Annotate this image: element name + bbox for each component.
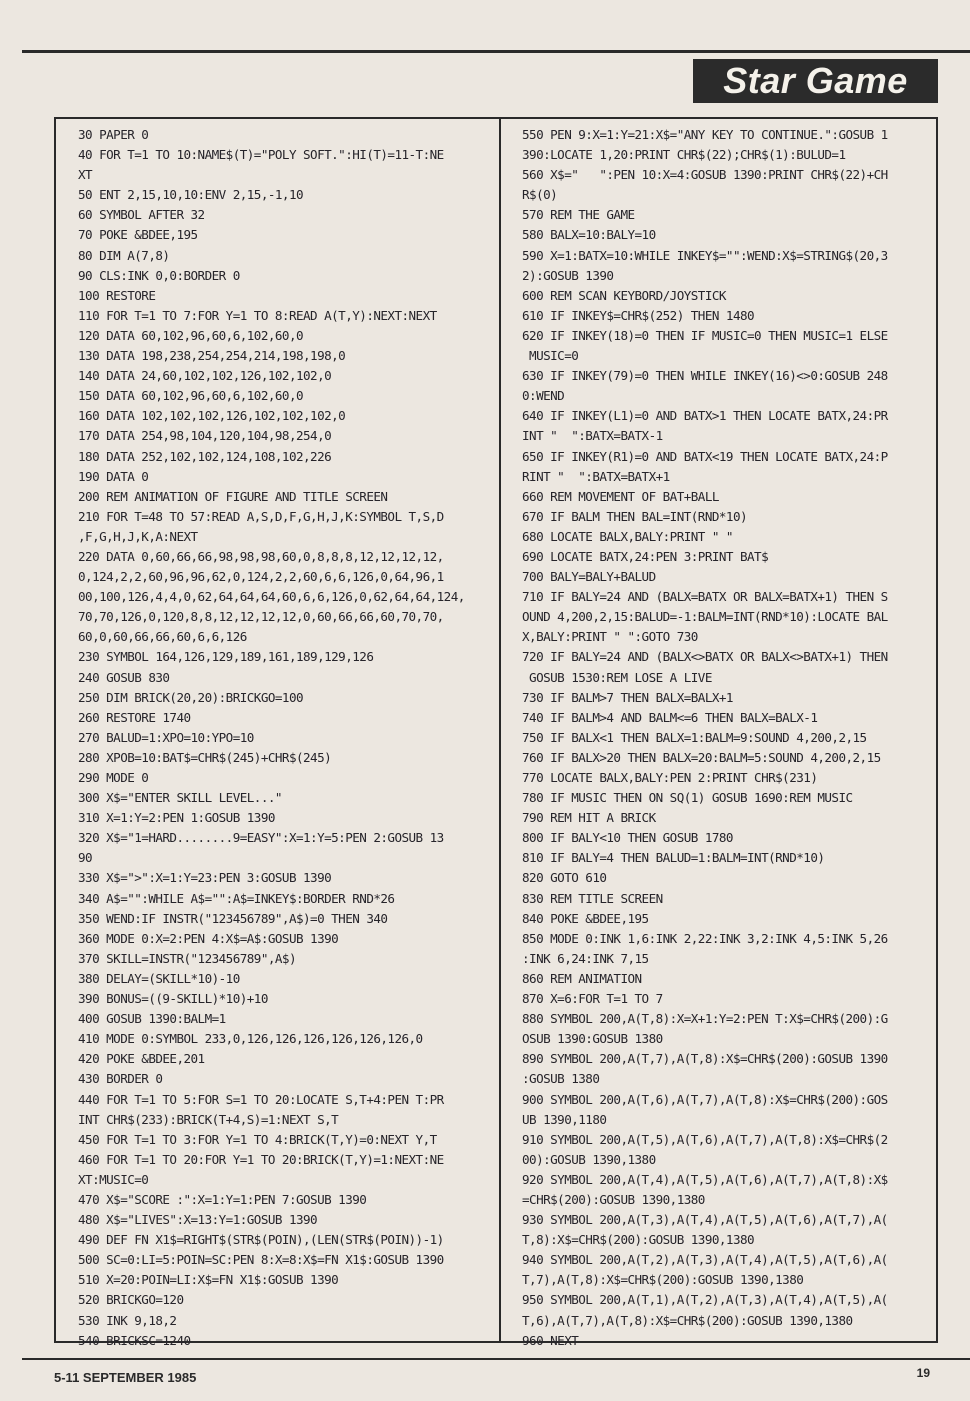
code-line: 80 DIM A(7,8) (78, 247, 170, 263)
code-line: 930 SYMBOL 200,A(T,3),A(T,4),A(T,5),A(T,6),A(T,7),A( (522, 1212, 888, 1228)
code-line: MUSIC=0 (522, 348, 579, 364)
code-line: 90 CLS:INK 0,0:BORDER 0 (78, 267, 240, 283)
code-line: 40 FOR T=1 TO 10:NAME$(T)="POLY SOFT.":HI(T)=11-T:NE (78, 147, 444, 163)
code-line: 0,124,2,2,60,96,96,62,0,124,2,2,60,6,6,126,0,64,96,1 (78, 569, 444, 585)
code-line: 140 DATA 24,60,102,102,126,102,102,0 (78, 368, 332, 384)
code-line: 30 PAPER 0 (78, 127, 149, 142)
code-line: INT " ":BATX=BATX-1 (522, 428, 663, 444)
code-line: 840 POKE &BDEE,195 (522, 910, 649, 926)
code-line: 310 X=1:Y=2:PEN 1:GOSUB 1390 (78, 810, 275, 826)
code-line: 200 REM ANIMATION OF FIGURE AND TITLE SCREEN (78, 488, 388, 504)
code-line: 530 INK 9,18,2 (78, 1312, 177, 1328)
code-line: :GOSUB 1380 (522, 1071, 600, 1087)
code-line: 130 DATA 198,238,254,254,214,198,198,0 (78, 348, 346, 364)
section-title-banner: Star Game (693, 59, 938, 103)
code-line: 890 SYMBOL 200,A(T,7),A(T,8):X$=CHR$(200):GOSUB 1390 (522, 1051, 888, 1067)
code-line: =CHR$(200):GOSUB 1390,1380 (522, 1191, 705, 1207)
code-line: GOSUB 1530:REM LOSE A LIVE (522, 669, 712, 685)
code-line: 810 IF BALY=4 THEN BALUD=1:BALM=INT(RND*10) (522, 850, 825, 866)
code-line: 230 SYMBOL 164,126,129,189,161,189,129,126 (78, 649, 374, 665)
code-line: 820 GOTO 610 (522, 870, 607, 886)
code-line: T,6),A(T,7),A(T,8):X$=CHR$(200):GOSUB 1390,1380 (522, 1312, 853, 1328)
code-line: 470 X$="SCORE :":X=1:Y=1:PEN 7:GOSUB 1390 (78, 1191, 367, 1207)
code-line: 480 X$="LIVES":X=13:Y=1:GOSUB 1390 (78, 1212, 318, 1228)
code-line: 570 REM THE GAME (522, 207, 635, 223)
code-line: 860 REM ANIMATION (522, 970, 642, 986)
code-line: 920 SYMBOL 200,A(T,4),A(T,5),A(T,6),A(T,7),A(T,8):X$ (522, 1171, 888, 1187)
code-line: 410 MODE 0:SYMBOL 233,0,126,126,126,126,126,126,0 (78, 1031, 423, 1047)
code-line: 220 DATA 0,60,66,66,98,98,98,60,0,8,8,8,12,12,12,12, (78, 548, 444, 564)
code-line: 70,70,126,0,120,8,8,12,12,12,12,0,60,66,66,60,70,70, (78, 609, 444, 625)
code-line: 770 LOCATE BALX,BALY:PEN 2:PRINT CHR$(231) (522, 770, 818, 785)
code-line: 350 WEND:IF INSTR("123456789",A$)=0 THEN 340 (78, 910, 388, 926)
code-line: 500 SC=0:LI=5:POIN=SC:PEN 8:X=8:X$=FN X1$:GOSUB 1390 (78, 1252, 444, 1268)
code-line: 460 FOR T=1 TO 20:FOR Y=1 TO 20:BRICK(T,Y)=1:NEXT:NE (78, 1151, 444, 1167)
code-line: 830 REM TITLE SCREEN (522, 890, 663, 906)
code-line: ,F,G,H,J,K,A:NEXT (78, 528, 198, 544)
code-line: 290 MODE 0 (78, 770, 149, 785)
code-line: 60 SYMBOL AFTER 32 (78, 207, 205, 223)
code-line: 640 IF INKEY(L1)=0 AND BATX>1 THEN LOCATE BATX,24:PR (522, 408, 888, 424)
code-line: 390 BONUS=((9-SKILL)*10)+10 (78, 991, 268, 1007)
code-line: 800 IF BALY<10 THEN GOSUB 1780 (522, 830, 733, 846)
code-line: 580 BALX=10:BALY=10 (522, 227, 656, 243)
code-line: 760 IF BALX>20 THEN BALX=20:BALM=5:SOUND 4,200,2,15 (522, 749, 881, 765)
code-line: 710 IF BALY=24 AND (BALX=BATX OR BALX=BATX+1) THEN S (522, 589, 888, 605)
code-line: 360 MODE 0:X=2:PEN 4:X$=A$:GOSUB 1390 (78, 930, 339, 946)
code-line: X,BALY:PRINT " ":GOTO 730 (522, 629, 698, 645)
code-line: UB 1390,1180 (522, 1111, 607, 1127)
code-line: INT CHR$(233):BRICK(T+4,S)=1:NEXT S,T (78, 1111, 339, 1127)
code-line: 380 DELAY=(SKILL*10)-10 (78, 970, 240, 986)
code-line: 160 DATA 102,102,102,126,102,102,102,0 (78, 408, 346, 424)
code-line: 90 (78, 850, 93, 866)
code-line: 610 IF INKEY$=CHR$(252) THEN 1480 (522, 307, 755, 323)
code-line: 170 DATA 254,98,104,120,104,98,254,0 (78, 428, 332, 444)
code-line: 450 FOR T=1 TO 3:FOR Y=1 TO 4:BRICK(T,Y)=0:NEXT Y,T (78, 1131, 437, 1147)
code-line: 00,100,126,4,4,0,62,64,64,64,60,6,6,126,0,62,64,64,124, (78, 589, 465, 605)
code-line: 740 IF BALM>4 AND BALM<=6 THEN BALX=BALX-1 (522, 709, 818, 725)
code-line: T,7),A(T,8):X$=CHR$(200):GOSUB 1390,1380 (522, 1272, 804, 1288)
code-line: OSUB 1390:GOSUB 1380 (522, 1031, 663, 1047)
code-line: 600 REM SCAN KEYBORD/JOYSTICK (522, 287, 726, 303)
code-line: :INK 6,24:INK 7,15 (522, 950, 649, 966)
code-line: 00):GOSUB 1390,1380 (522, 1151, 656, 1167)
listing-left-column (78, 125, 490, 1351)
code-line: 180 DATA 252,102,102,124,108,102,226 (78, 448, 332, 464)
code-line: 720 IF BALY=24 AND (BALX<>BATX OR BALX<>BATX+1) THEN (522, 649, 888, 665)
code-line: 280 XPOB=10:BAT$=CHR$(245)+CHR$(245) (78, 749, 332, 765)
code-line: XT (78, 167, 93, 183)
code-line: 650 IF INKEY(R1)=0 AND BATX<19 THEN LOCATE BATX,24:P (522, 448, 888, 464)
code-line: 50 ENT 2,15,10,10:ENV 2,15,-1,10 (78, 187, 304, 203)
code-line: 320 X$="1=HARD........9=EASY":X=1:Y=5:PEN 2:GOSUB 13 (78, 830, 444, 846)
code-line: 510 X=20:POIN=LI:X$=FN X1$:GOSUB 1390 (78, 1272, 339, 1288)
listing-right-column (522, 125, 934, 1351)
code-line: 540 BRICKSC=1240 (78, 1332, 191, 1348)
code-line: 250 DIM BRICK(20,20):BRICKGO=100 (78, 689, 304, 705)
code-line: RINT " ":BATX=BATX+1 (522, 468, 670, 484)
footer-rule (22, 1358, 970, 1360)
code-line: 120 DATA 60,102,96,60,6,102,60,0 (78, 327, 304, 343)
code-line: 430 BORDER 0 (78, 1071, 163, 1087)
code-line: 900 SYMBOL 200,A(T,6),A(T,7),A(T,8):X$=CHR$(200):GOS (522, 1091, 888, 1107)
code-line: 730 IF BALM>7 THEN BALX=BALX+1 (522, 689, 733, 705)
code-line: 680 LOCATE BALX,BALY:PRINT " " (522, 528, 733, 544)
code-line: 60,0,60,66,66,60,6,6,126 (78, 629, 247, 645)
code-line: 870 X=6:FOR T=1 TO 7 (522, 991, 663, 1007)
code-line: 0:WEND (522, 388, 565, 404)
code-line: 440 FOR T=1 TO 5:FOR S=1 TO 20:LOCATE S,T+4:PEN T:PR (78, 1091, 444, 1107)
code-line: 620 IF INKEY(18)=0 THEN IF MUSIC=0 THEN MUSIC=1 ELSE (522, 327, 888, 343)
code-line: 550 PEN 9:X=1:Y=21:X$="ANY KEY TO CONTINUE.":GOSUB 1 (522, 127, 888, 142)
code-line: 260 RESTORE 1740 (78, 709, 191, 725)
code-line: 270 BALUD=1:XPO=10:YPO=10 (78, 729, 254, 745)
issue-date: 5-11 SEPTEMBER 1985 (54, 1370, 197, 1385)
code-line: 630 IF INKEY(79)=0 THEN WHILE INKEY(16)<>0:GOSUB 248 (522, 368, 888, 384)
code-line: 150 DATA 60,102,96,60,6,102,60,0 (78, 388, 304, 404)
code-line: 100 RESTORE (78, 287, 156, 303)
code-line: 940 SYMBOL 200,A(T,2),A(T,3),A(T,4),A(T,5),A(T,6),A( (522, 1252, 888, 1268)
program-listing (54, 117, 938, 1348)
code-line: 490 DEF FN X1$=RIGHT$(STR$(POIN),(LEN(STR$(POIN))-1) (78, 1232, 444, 1248)
code-line: 660 REM MOVEMENT OF BAT+BALL (522, 488, 719, 504)
code-line: OUND 4,200,2,15:BALUD=-1:BALM=INT(RND*10):LOCATE BAL (522, 609, 888, 625)
code-line: 210 FOR T=48 TO 57:READ A,S,D,F,G,H,J,K:SYMBOL T,S,D (78, 508, 444, 524)
code-line: 240 GOSUB 830 (78, 669, 170, 685)
code-line: 790 REM HIT A BRICK (522, 810, 656, 826)
code-line: 880 SYMBOL 200,A(T,8):X=X+1:Y=2:PEN T:X$=CHR$(200):G (522, 1011, 888, 1027)
code-line: 190 DATA 0 (78, 468, 149, 484)
code-line: 590 X=1:BATX=10:WHILE INKEY$="":WEND:X$=STRING$(20,3 (522, 247, 888, 263)
code-line: 370 SKILL=INSTR("123456789",A$) (78, 950, 296, 966)
code-line: 780 IF MUSIC THEN ON SQ(1) GOSUB 1690:REM MUSIC (522, 790, 853, 806)
code-line: 850 MODE 0:INK 1,6:INK 2,22:INK 3,2:INK 4,5:INK 5,26 (522, 930, 888, 946)
code-line: 520 BRICKGO=120 (78, 1292, 184, 1308)
code-line: T,8):X$=CHR$(200):GOSUB 1390,1380 (522, 1232, 755, 1248)
code-line: 2):GOSUB 1390 (522, 267, 614, 283)
code-line: 300 X$="ENTER SKILL LEVEL..." (78, 790, 282, 806)
column-divider (499, 119, 501, 1341)
code-line: 950 SYMBOL 200,A(T,1),A(T,2),A(T,3),A(T,4),A(T,5),A( (522, 1292, 888, 1308)
code-line: 420 POKE &BDEE,201 (78, 1051, 205, 1067)
page-number: 19 (916, 1366, 930, 1380)
code-line: 560 X$=" ":PEN 10:X=4:GOSUB 1390:PRINT CHR$(22)+CH (522, 167, 888, 183)
code-line: 70 POKE &BDEE,195 (78, 227, 198, 243)
code-line: 400 GOSUB 1390:BALM=1 (78, 1011, 226, 1027)
code-line: R$(0) (522, 187, 558, 203)
code-line: 340 A$="":WHILE A$="":A$=INKEY$:BORDER RND*26 (78, 890, 395, 906)
code-line: 700 BALY=BALY+BALUD (522, 569, 656, 585)
code-line: 910 SYMBOL 200,A(T,5),A(T,6),A(T,7),A(T,8):X$=CHR$(2 (522, 1131, 888, 1147)
code-line: 330 X$=">":X=1:Y=23:PEN 3:GOSUB 1390 (78, 870, 332, 886)
code-line: 750 IF BALX<1 THEN BALX=1:BALM=9:SOUND 4,200,2,15 (522, 729, 867, 745)
code-line: 960 NEXT (522, 1332, 579, 1348)
code-line: 390:LOCATE 1,20:PRINT CHR$(22);CHR$(1):BULUD=1 (522, 147, 846, 163)
code-line: 670 IF BALM THEN BAL=INT(RND*10) (522, 508, 748, 524)
code-line: 690 LOCATE BATX,24:PEN 3:PRINT BAT$ (522, 548, 769, 564)
code-line: XT:MUSIC=0 (78, 1171, 149, 1187)
top-rule (22, 50, 970, 53)
code-line: 110 FOR T=1 TO 7:FOR Y=1 TO 8:READ A(T,Y):NEXT:NEXT (78, 307, 437, 323)
